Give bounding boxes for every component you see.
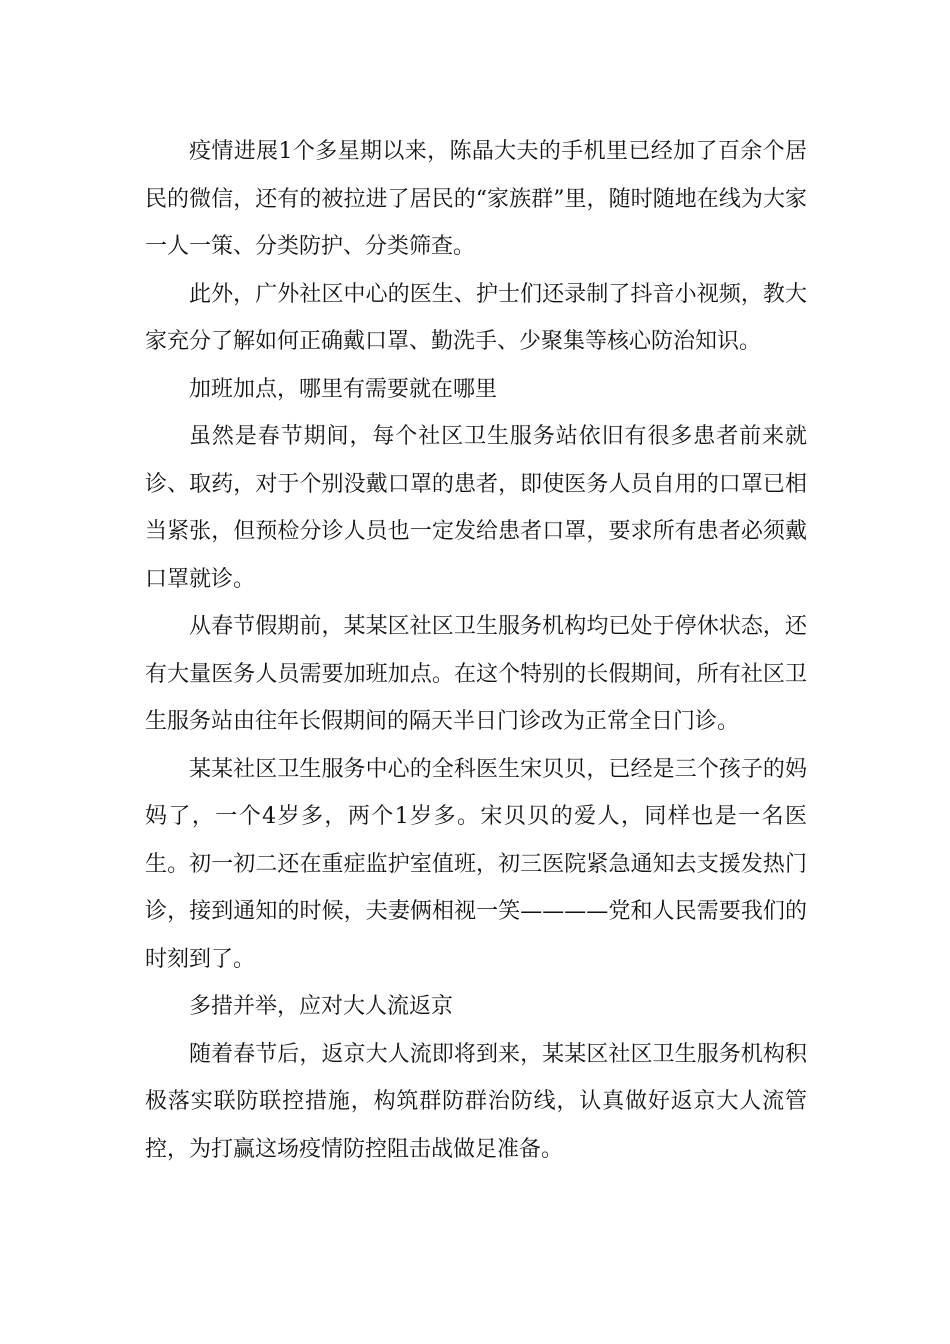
paragraph-1: 疫情进展1个多星期以来，陈晶大夫的手机里已经加了百余个居民的微信，还有的被拉进了居民的“家族群”里，随时随地在线为大家一人一策、分类防护、分类筛查。: [145, 139, 807, 259]
paragraph-5: 某某社区卫生服务中心的全科医生宋贝贝，已经是三个孩子的妈妈了，一个4岁多，两个1岁多。宋贝贝的爱人，同样也是一名医生。初一初二还在重症监护室值班，初三医院紧急通知去支援发热门诊，接到通知的时候，夫妻俩相视一笑————党和人民需要我们的时刻到了。: [145, 756, 807, 972]
paragraph-4: 从春节假期前，某某区社区卫生服务机构均已处于停休状态，还有大量医务人员需要加班加点。在这个特别的长假期间，所有社区卫生服务站由往年长假期间的隔天半日门诊改为正常全日门诊。: [145, 614, 807, 734]
paragraph-6: 随着春节后，返京大人流即将到来，某某区社区卫生服务机构积极落实联防联控措施，构筑群防群治防线，认真做好返京大人流管控，为打赢这场疫情防控阻击战做足准备。: [145, 1041, 807, 1162]
section-heading-1: 加班加点，哪里有需要就在哪里: [189, 376, 498, 402]
paragraph-2: 此外，广外社区中心的医生、护士们还录制了抖音小视频，教大家充分了解如何正确戴口罩、勤洗手、少聚集等核心防治知识。: [145, 281, 807, 354]
document-body: [145, 128, 807, 1173]
section-heading-2: 多措并举，应对大人流返京: [189, 994, 454, 1019]
paragraph-3: 虽然是春节期间，每个社区卫生服务站依旧有很多患者前来就诊、取药，对于个别没戴口罩的患者，即使医务人员自用的口罩已相当紧张，但预检分诊人员也一定发给患者口罩，要求所有患者必须戴口罩就诊。: [145, 424, 807, 592]
